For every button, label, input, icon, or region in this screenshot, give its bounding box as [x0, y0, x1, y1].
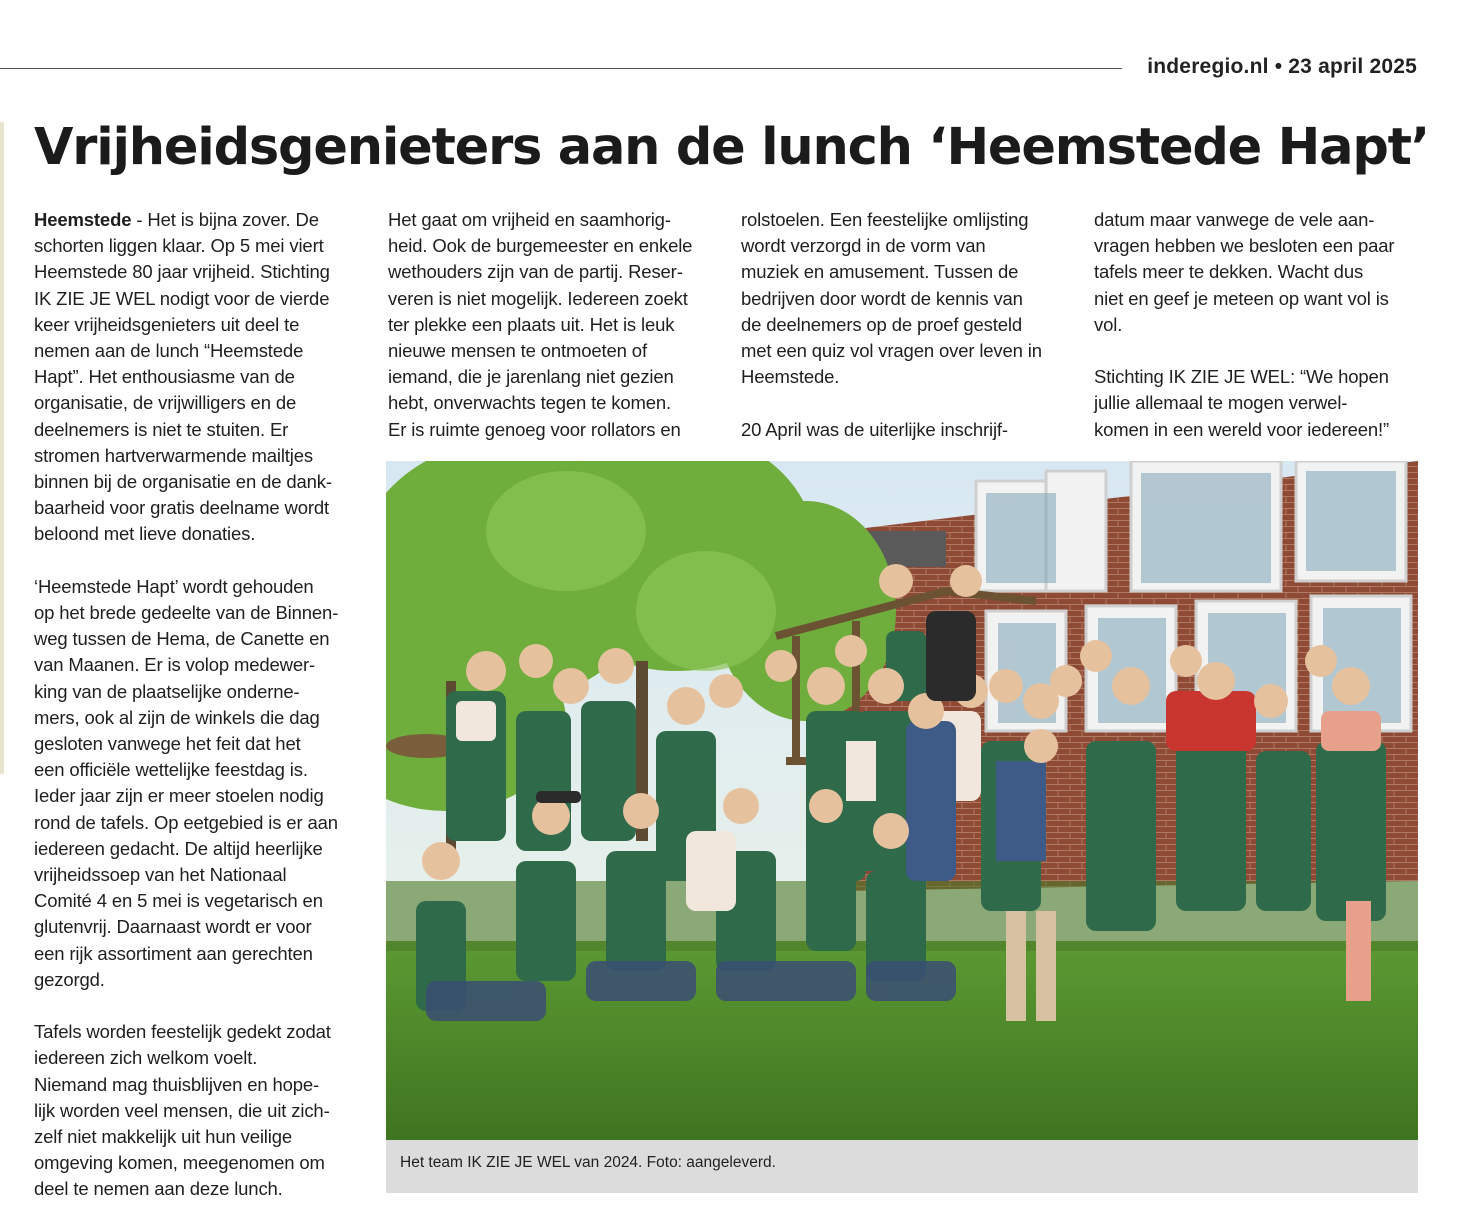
text-line-content: Er is ruimte genoeg voor rollators en	[388, 418, 681, 440]
accent-bar	[0, 122, 4, 774]
text-line-content: heid. Ook de burgemeester en enkele	[388, 235, 693, 257]
text-line-content: Heemstede 80 jaar vrijheid. Stichting	[34, 261, 330, 283]
text-line	[388, 233, 723, 259]
text-line	[388, 390, 723, 416]
text-line-content: rolstoelen. Een feestelijke omlijsting	[741, 209, 1029, 230]
text-line	[34, 1124, 369, 1150]
text-line-content: Tafels worden feestelijk gedekt zodat	[34, 1021, 331, 1043]
text-line-content: king van de plaatselijke onderne-	[34, 680, 300, 702]
text-line	[34, 1176, 369, 1202]
text-line-content: een rijk assortiment aan gerechten	[34, 942, 313, 964]
article-paragraph	[34, 574, 369, 993]
text-line-content: omgeving komen, meegenomen om	[34, 1152, 325, 1174]
text-line-content: tafels meer te dekken. Wacht dus	[1094, 261, 1364, 283]
article-paragraph	[1094, 364, 1429, 443]
text-line-content: rond de tafels. Op eetgebied is er aan	[34, 811, 338, 833]
article-paragraph	[34, 207, 369, 548]
group-photo	[386, 461, 1418, 1140]
text-line-content: komen in een wereld voor iedereen!”	[1094, 418, 1390, 440]
text-line-content: mers, ook al zijn de winkels die dag	[34, 706, 320, 728]
text-line-content: gezorgd.	[34, 968, 105, 990]
text-line	[1094, 312, 1429, 338]
text-line-content: vol.	[1094, 313, 1123, 335]
text-line	[34, 574, 369, 600]
text-line	[1094, 207, 1429, 233]
text-line	[34, 652, 369, 678]
photo-caption: Het team IK ZIE JE WEL van 2024. Foto: aangeleverd.	[400, 1154, 776, 1171]
text-line	[741, 259, 1076, 285]
text-line	[34, 914, 369, 940]
text-line-content: deelnemers is niet te stuiten. Er	[34, 418, 289, 440]
text-line-content: stromen hartverwarmende mailtjes	[34, 444, 313, 466]
text-line-content: Niemand mag thuisblijven en hope-	[34, 1073, 320, 1095]
text-line-content: glutenvrij. Daarnaast wordt er voor	[34, 916, 312, 938]
text-line	[34, 1150, 369, 1176]
text-line	[34, 1072, 369, 1098]
text-line	[34, 810, 369, 836]
text-line-content: nemen aan de lunch “Heemstede	[34, 340, 304, 362]
text-line	[34, 312, 369, 338]
text-line	[388, 207, 723, 233]
text-line-content: op het brede gedeelte van de Binnen-	[34, 602, 339, 624]
text-line-content: iedereen gedacht. De altijd heerlijke	[34, 837, 323, 859]
text-line-content: binnen bij de organisatie en de dank-	[34, 471, 332, 493]
article-paragraph	[1094, 207, 1429, 338]
text-line	[34, 783, 369, 809]
text-line-content: van Maanen. Er is volop medewer-	[34, 654, 316, 676]
text-line	[34, 862, 369, 888]
text-line	[388, 312, 723, 338]
text-line-content: zelf niet makkelijk uit hun veilige	[34, 1126, 292, 1148]
masthead-separator: •	[1274, 55, 1283, 78]
text-line-content: nieuwe mensen te ontmoeten of	[388, 340, 647, 362]
text-line	[1094, 390, 1429, 416]
text-line-content: weg tussen de Hema, de Canette en	[34, 628, 330, 650]
text-line-content: jullie allemaal te mogen verwel-	[1094, 392, 1348, 414]
text-line-content: niet en geef je meteen op want vol is	[1094, 287, 1389, 309]
article-paragraph	[388, 207, 723, 443]
text-line	[34, 338, 369, 364]
text-line	[741, 233, 1076, 259]
article-paragraph	[741, 417, 1076, 443]
text-line-content: wordt verzorgd in de vorm van	[741, 235, 986, 257]
article-column-1	[34, 207, 369, 1203]
text-line	[34, 600, 369, 626]
text-line	[34, 417, 369, 443]
text-line	[34, 364, 369, 390]
article-column-2	[388, 207, 723, 443]
text-line	[34, 233, 369, 259]
photo-figure	[386, 461, 1418, 1193]
text-line	[34, 626, 369, 652]
text-line	[1094, 286, 1429, 312]
text-line	[34, 443, 369, 469]
text-line	[34, 967, 369, 993]
text-line	[1094, 259, 1429, 285]
text-line-content: schorten liggen klaar. Op 5 mei viert	[34, 235, 324, 257]
text-line-content: keer vrijheidsgenieters uit deel te	[34, 313, 300, 335]
text-line-content: Hapt”. Het enthousiasme van de	[34, 366, 295, 388]
masthead-site[interactable]: inderegio.nl	[1147, 55, 1269, 78]
text-line-content: bedrijven door wordt de kennis van	[741, 287, 1023, 309]
article-column-4	[1094, 207, 1429, 443]
text-line	[34, 679, 369, 705]
text-line-content: vrijheidssoep van het Nationaal	[34, 864, 287, 886]
article-paragraph	[34, 1019, 369, 1202]
text-line	[1094, 417, 1429, 443]
text-line-content: muziek en amusement. Tussen de	[741, 261, 1019, 283]
text-line-content: Het gaat om vrijheid en saamhorig-	[388, 209, 671, 230]
text-line-content: de deelnemers op de proef gesteld	[741, 313, 1022, 335]
text-line	[741, 364, 1076, 390]
text-line	[34, 836, 369, 862]
text-line	[34, 731, 369, 757]
text-line	[34, 1019, 369, 1045]
text-line-content: veren is niet mogelijk. Iedereen zoekt	[388, 287, 688, 309]
text-line	[34, 1098, 369, 1124]
text-line	[1094, 364, 1429, 390]
masthead	[1147, 55, 1417, 79]
text-line-content: IK ZIE JE WEL nodigt voor de vierde	[34, 287, 330, 309]
text-line-content: Stichting IK ZIE JE WEL: “We hopen	[1094, 366, 1389, 388]
text-line-content: wethouders zijn van de partij. Reser-	[388, 261, 683, 283]
text-line	[741, 286, 1076, 312]
dateline: Heemstede	[34, 209, 132, 230]
text-line-content: ter plekke een plaats uit. Het is leuk	[388, 313, 675, 335]
text-line	[388, 286, 723, 312]
text-line-content: iemand, die je jarenlang niet gezien	[388, 366, 674, 388]
masthead-rule	[0, 68, 1122, 69]
text-line	[34, 705, 369, 731]
text-line	[34, 1045, 369, 1071]
text-line-content: vragen hebben we besloten een paar	[1094, 235, 1395, 257]
text-line	[34, 286, 369, 312]
text-line	[741, 312, 1076, 338]
masthead-date: 23 april 2025	[1288, 55, 1417, 78]
text-line-content: datum maar vanwege de vele aan-	[1094, 209, 1375, 230]
text-line-content: een officiële wettelijke feestdag is.	[34, 759, 308, 781]
text-line	[34, 495, 369, 521]
text-line-content: iedereen zich welkom voelt.	[34, 1047, 258, 1069]
text-line-content: Comité 4 en 5 mei is vegetarisch en	[34, 890, 323, 912]
text-line-content: met een quiz vol vragen over leven in	[741, 340, 1042, 362]
article-column-3	[741, 207, 1076, 443]
text-line-content: organisatie, de vrijwilligers en de	[34, 392, 297, 414]
text-line	[1094, 233, 1429, 259]
text-line	[34, 521, 369, 547]
text-line	[388, 364, 723, 390]
text-line-content: - Het is bijna zover. De	[136, 209, 319, 230]
text-line-content: lijk worden veel mensen, die uit zich-	[34, 1099, 330, 1121]
text-line-content: baarheid voor gratis deelname wordt	[34, 497, 330, 519]
text-line	[34, 207, 369, 233]
text-line-content: gesloten vanwege het feit dat het	[34, 733, 301, 755]
text-line	[741, 207, 1076, 233]
article-paragraph	[741, 207, 1076, 390]
text-line	[34, 469, 369, 495]
text-line-content: hebt, onverwachts tegen te komen.	[388, 392, 672, 414]
text-line	[388, 259, 723, 285]
text-line-content: 20 April was de uiterlijke inschrijf-	[741, 418, 1008, 440]
text-line-content: beloond met lieve donaties.	[34, 523, 256, 545]
text-line	[34, 941, 369, 967]
text-line	[741, 417, 1076, 443]
text-line	[741, 338, 1076, 364]
text-line-content: ‘Heemstede Hapt’ wordt gehouden	[34, 575, 314, 597]
text-line	[34, 888, 369, 914]
article-headline: Vrijheidsgenieters aan de lunch ‘Heemstede Hapt’	[34, 118, 1429, 177]
text-line	[388, 338, 723, 364]
text-line	[34, 259, 369, 285]
text-line-content: deel te nemen aan deze lunch.	[34, 1178, 283, 1200]
text-line-content: Ieder jaar zijn er meer stoelen nodig	[34, 785, 324, 807]
text-line	[34, 757, 369, 783]
text-line-content: Heemstede.	[741, 366, 840, 388]
text-line	[34, 390, 369, 416]
text-line	[388, 417, 723, 443]
